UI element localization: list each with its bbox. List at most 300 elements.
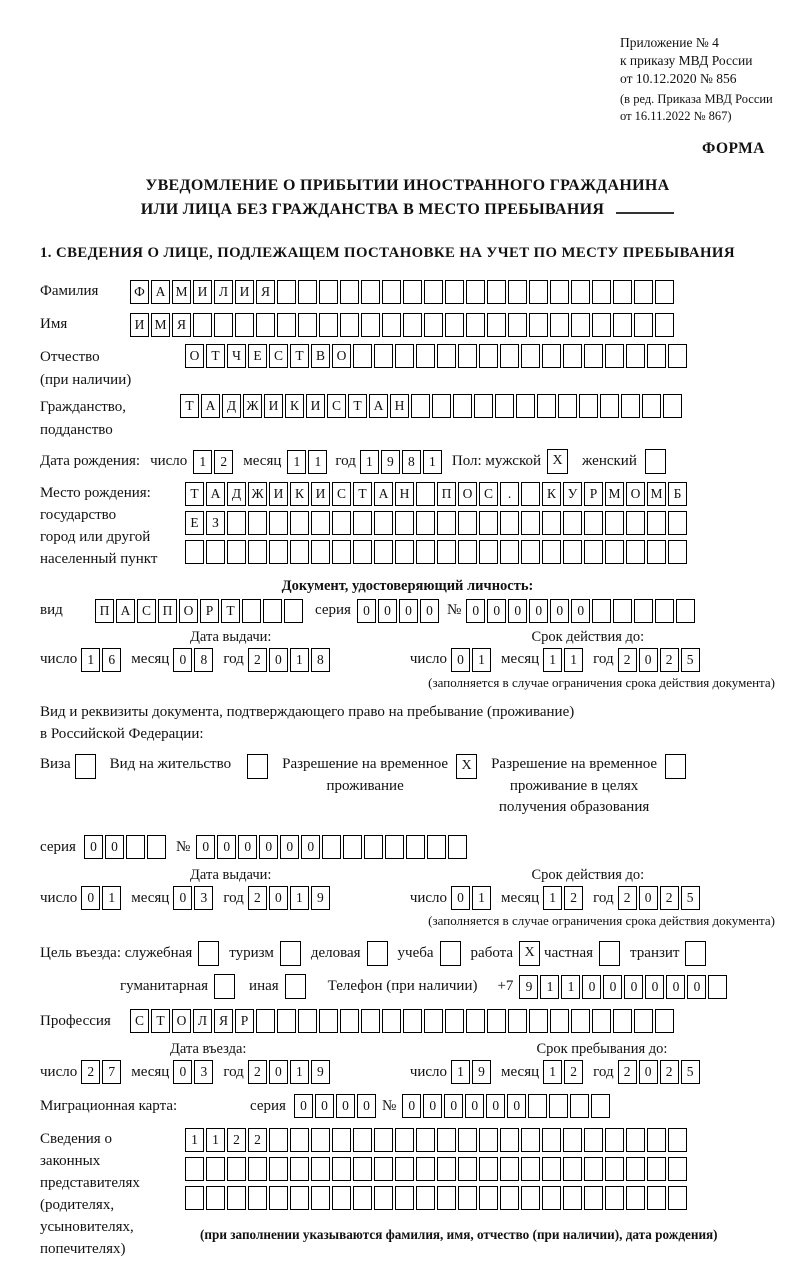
char-cell[interactable]: 5 — [681, 648, 700, 672]
char-cell[interactable] — [235, 313, 254, 337]
char-cell[interactable] — [500, 344, 519, 368]
char-cell[interactable] — [550, 280, 569, 304]
char-cell[interactable] — [353, 540, 372, 564]
char-cell[interactable] — [126, 835, 145, 859]
char-cell[interactable] — [516, 394, 535, 418]
char-cell[interactable]: 1 — [472, 648, 491, 672]
char-cell[interactable]: И — [306, 394, 325, 418]
char-cell[interactable]: 0 — [269, 648, 288, 672]
char-cell[interactable] — [634, 313, 653, 337]
char-cell[interactable]: 0 — [196, 835, 215, 859]
char-cell[interactable]: 0 — [399, 599, 418, 623]
purpose-tourism-checkbox[interactable] — [280, 941, 301, 966]
char-cell[interactable] — [487, 280, 506, 304]
char-cell[interactable] — [364, 835, 383, 859]
char-cell[interactable]: 0 — [639, 1060, 658, 1084]
char-cell[interactable] — [558, 394, 577, 418]
char-cell[interactable] — [353, 344, 372, 368]
char-cell[interactable] — [605, 1186, 624, 1210]
char-cell[interactable] — [374, 344, 393, 368]
char-cell[interactable]: Ч — [227, 344, 246, 368]
char-cell[interactable] — [263, 599, 282, 623]
char-cell[interactable]: У — [563, 482, 582, 506]
char-cell[interactable] — [584, 511, 603, 535]
char-cell[interactable] — [269, 1128, 288, 1152]
char-cell[interactable] — [403, 1009, 422, 1033]
char-cell[interactable] — [529, 313, 548, 337]
char-cell[interactable] — [592, 280, 611, 304]
char-cell[interactable]: 0 — [105, 835, 124, 859]
char-cell[interactable]: М — [172, 280, 191, 304]
purpose-private-checkbox[interactable] — [599, 941, 620, 966]
char-cell[interactable]: Р — [235, 1009, 254, 1033]
char-cell[interactable] — [537, 394, 556, 418]
char-cell[interactable]: Т — [206, 344, 225, 368]
char-cell[interactable]: 2 — [248, 1060, 267, 1084]
char-cell[interactable] — [584, 1157, 603, 1181]
char-cell[interactable]: 2 — [660, 1060, 679, 1084]
char-cell[interactable] — [613, 313, 632, 337]
char-cell[interactable] — [655, 1009, 674, 1033]
char-cell[interactable]: 9 — [381, 450, 400, 474]
char-cell[interactable]: 2 — [660, 648, 679, 672]
char-cell[interactable]: 1 — [540, 975, 559, 999]
char-cell[interactable]: 1 — [290, 1060, 309, 1084]
char-cell[interactable]: П — [158, 599, 177, 623]
char-cell[interactable]: 2 — [214, 450, 233, 474]
char-cell[interactable] — [591, 1094, 610, 1118]
char-cell[interactable] — [613, 599, 632, 623]
sex-male-checkbox[interactable]: X — [547, 449, 568, 474]
char-cell[interactable] — [626, 511, 645, 535]
char-cell[interactable] — [605, 540, 624, 564]
char-cell[interactable]: 1 — [543, 886, 562, 910]
char-cell[interactable]: С — [332, 482, 351, 506]
char-cell[interactable]: 0 — [280, 835, 299, 859]
char-cell[interactable] — [563, 511, 582, 535]
char-cell[interactable] — [424, 1009, 443, 1033]
char-cell[interactable] — [479, 540, 498, 564]
char-cell[interactable] — [528, 1094, 547, 1118]
char-cell[interactable] — [185, 1186, 204, 1210]
char-cell[interactable] — [479, 344, 498, 368]
char-cell[interactable]: Т — [353, 482, 372, 506]
char-cell[interactable] — [395, 540, 414, 564]
char-cell[interactable] — [361, 280, 380, 304]
char-cell[interactable]: К — [285, 394, 304, 418]
char-cell[interactable] — [424, 280, 443, 304]
char-cell[interactable] — [458, 1128, 477, 1152]
char-cell[interactable] — [549, 1094, 568, 1118]
char-cell[interactable]: Д — [222, 394, 241, 418]
char-cell[interactable] — [427, 835, 446, 859]
char-cell[interactable] — [437, 344, 456, 368]
char-cell[interactable]: 0 — [508, 599, 527, 623]
char-cell[interactable]: 1 — [564, 648, 583, 672]
char-cell[interactable] — [647, 1128, 666, 1152]
char-cell[interactable]: Т — [348, 394, 367, 418]
char-cell[interactable] — [361, 313, 380, 337]
purpose-study-checkbox[interactable] — [440, 941, 461, 966]
char-cell[interactable] — [584, 1128, 603, 1152]
char-cell[interactable] — [403, 280, 422, 304]
char-cell[interactable]: 9 — [311, 886, 330, 910]
char-cell[interactable] — [508, 1009, 527, 1033]
char-cell[interactable]: 2 — [660, 886, 679, 910]
char-cell[interactable] — [206, 540, 225, 564]
char-cell[interactable]: 0 — [173, 648, 192, 672]
char-cell[interactable]: 0 — [639, 648, 658, 672]
char-cell[interactable] — [542, 1157, 561, 1181]
char-cell[interactable] — [521, 1157, 540, 1181]
char-cell[interactable] — [311, 1157, 330, 1181]
char-cell[interactable]: Я — [214, 1009, 233, 1033]
char-cell[interactable] — [395, 1128, 414, 1152]
char-cell[interactable]: 8 — [194, 648, 213, 672]
char-cell[interactable] — [227, 1157, 246, 1181]
char-cell[interactable]: 0 — [402, 1094, 421, 1118]
char-cell[interactable] — [395, 1157, 414, 1181]
char-cell[interactable] — [542, 511, 561, 535]
char-cell[interactable] — [416, 344, 435, 368]
char-cell[interactable]: М — [647, 482, 666, 506]
char-cell[interactable] — [395, 511, 414, 535]
char-cell[interactable]: О — [626, 482, 645, 506]
char-cell[interactable] — [382, 280, 401, 304]
char-cell[interactable]: 9 — [519, 975, 538, 999]
char-cell[interactable] — [227, 1186, 246, 1210]
char-cell[interactable]: 1 — [290, 886, 309, 910]
purpose-humanitarian-checkbox[interactable] — [214, 974, 235, 999]
char-cell[interactable] — [584, 344, 603, 368]
char-cell[interactable] — [332, 1186, 351, 1210]
char-cell[interactable] — [458, 540, 477, 564]
char-cell[interactable]: Н — [395, 482, 414, 506]
char-cell[interactable] — [416, 1157, 435, 1181]
char-cell[interactable] — [374, 1186, 393, 1210]
char-cell[interactable] — [479, 1128, 498, 1152]
char-cell[interactable]: А — [206, 482, 225, 506]
char-cell[interactable]: 5 — [681, 1060, 700, 1084]
char-cell[interactable] — [592, 1009, 611, 1033]
char-cell[interactable]: Д — [227, 482, 246, 506]
char-cell[interactable]: 1 — [472, 886, 491, 910]
temp-residence-edu-checkbox[interactable] — [665, 754, 686, 779]
char-cell[interactable] — [290, 1157, 309, 1181]
char-cell[interactable] — [248, 511, 267, 535]
char-cell[interactable] — [416, 482, 435, 506]
char-cell[interactable]: С — [137, 599, 156, 623]
char-cell[interactable]: 5 — [681, 886, 700, 910]
char-cell[interactable] — [563, 1157, 582, 1181]
char-cell[interactable] — [343, 835, 362, 859]
char-cell[interactable]: П — [95, 599, 114, 623]
char-cell[interactable] — [647, 540, 666, 564]
char-cell[interactable] — [508, 280, 527, 304]
char-cell[interactable]: 0 — [269, 886, 288, 910]
char-cell[interactable] — [495, 394, 514, 418]
char-cell[interactable] — [521, 344, 540, 368]
char-cell[interactable] — [458, 1157, 477, 1181]
char-cell[interactable]: 0 — [639, 886, 658, 910]
char-cell[interactable]: 0 — [84, 835, 103, 859]
char-cell[interactable]: 0 — [315, 1094, 334, 1118]
char-cell[interactable]: Е — [185, 511, 204, 535]
char-cell[interactable]: 3 — [194, 1060, 213, 1084]
char-cell[interactable] — [605, 511, 624, 535]
char-cell[interactable] — [437, 540, 456, 564]
char-cell[interactable] — [284, 599, 303, 623]
char-cell[interactable]: 0 — [217, 835, 236, 859]
char-cell[interactable]: 0 — [259, 835, 278, 859]
char-cell[interactable] — [647, 344, 666, 368]
char-cell[interactable] — [647, 1186, 666, 1210]
char-cell[interactable]: 1 — [451, 1060, 470, 1084]
char-cell[interactable] — [332, 540, 351, 564]
char-cell[interactable]: 1 — [185, 1128, 204, 1152]
char-cell[interactable]: 8 — [311, 648, 330, 672]
char-cell[interactable]: 1 — [423, 450, 442, 474]
char-cell[interactable] — [248, 540, 267, 564]
char-cell[interactable] — [466, 280, 485, 304]
char-cell[interactable] — [668, 344, 687, 368]
char-cell[interactable]: О — [172, 1009, 191, 1033]
char-cell[interactable] — [353, 1157, 372, 1181]
char-cell[interactable] — [500, 1157, 519, 1181]
char-cell[interactable]: 0 — [529, 599, 548, 623]
char-cell[interactable]: 2 — [81, 1060, 100, 1084]
char-cell[interactable] — [269, 1186, 288, 1210]
char-cell[interactable]: 6 — [102, 648, 121, 672]
char-cell[interactable] — [542, 344, 561, 368]
char-cell[interactable] — [563, 540, 582, 564]
char-cell[interactable]: 0 — [238, 835, 257, 859]
char-cell[interactable] — [395, 1186, 414, 1210]
char-cell[interactable] — [437, 511, 456, 535]
char-cell[interactable] — [248, 1186, 267, 1210]
char-cell[interactable]: Т — [290, 344, 309, 368]
char-cell[interactable]: Р — [584, 482, 603, 506]
char-cell[interactable] — [487, 1009, 506, 1033]
char-cell[interactable] — [403, 313, 422, 337]
char-cell[interactable] — [382, 1009, 401, 1033]
char-cell[interactable]: Р — [200, 599, 219, 623]
char-cell[interactable]: 2 — [248, 886, 267, 910]
char-cell[interactable]: 1 — [290, 648, 309, 672]
char-cell[interactable] — [256, 313, 275, 337]
char-cell[interactable] — [332, 511, 351, 535]
char-cell[interactable] — [529, 280, 548, 304]
char-cell[interactable] — [311, 1128, 330, 1152]
char-cell[interactable]: 0 — [603, 975, 622, 999]
char-cell[interactable] — [322, 835, 341, 859]
char-cell[interactable] — [319, 313, 338, 337]
char-cell[interactable]: 0 — [420, 599, 439, 623]
char-cell[interactable] — [424, 313, 443, 337]
char-cell[interactable]: И — [269, 482, 288, 506]
char-cell[interactable] — [269, 1157, 288, 1181]
char-cell[interactable]: 0 — [444, 1094, 463, 1118]
char-cell[interactable] — [277, 313, 296, 337]
char-cell[interactable]: 2 — [564, 886, 583, 910]
sex-female-checkbox[interactable] — [645, 449, 666, 474]
char-cell[interactable]: 0 — [173, 1060, 192, 1084]
char-cell[interactable] — [416, 1186, 435, 1210]
char-cell[interactable]: К — [290, 482, 309, 506]
char-cell[interactable] — [563, 344, 582, 368]
char-cell[interactable] — [193, 313, 212, 337]
char-cell[interactable]: 0 — [624, 975, 643, 999]
char-cell[interactable]: 2 — [248, 648, 267, 672]
char-cell[interactable] — [411, 394, 430, 418]
char-cell[interactable]: Б — [668, 482, 687, 506]
char-cell[interactable]: . — [500, 482, 519, 506]
char-cell[interactable] — [474, 394, 493, 418]
char-cell[interactable]: 9 — [472, 1060, 491, 1084]
char-cell[interactable] — [340, 313, 359, 337]
char-cell[interactable]: 1 — [193, 450, 212, 474]
char-cell[interactable] — [290, 1128, 309, 1152]
char-cell[interactable]: 0 — [666, 975, 685, 999]
char-cell[interactable] — [147, 835, 166, 859]
char-cell[interactable] — [290, 1186, 309, 1210]
char-cell[interactable]: 0 — [486, 1094, 505, 1118]
char-cell[interactable]: Я — [256, 280, 275, 304]
purpose-work-checkbox[interactable]: X — [519, 941, 540, 966]
char-cell[interactable] — [458, 344, 477, 368]
char-cell[interactable]: И — [264, 394, 283, 418]
char-cell[interactable] — [508, 313, 527, 337]
char-cell[interactable] — [437, 1157, 456, 1181]
char-cell[interactable]: 0 — [582, 975, 601, 999]
char-cell[interactable] — [466, 313, 485, 337]
char-cell[interactable]: 0 — [423, 1094, 442, 1118]
char-cell[interactable] — [416, 511, 435, 535]
char-cell[interactable] — [550, 1009, 569, 1033]
residence-permit-checkbox[interactable] — [247, 754, 268, 779]
char-cell[interactable] — [500, 540, 519, 564]
char-cell[interactable] — [621, 394, 640, 418]
char-cell[interactable]: 0 — [294, 1094, 313, 1118]
char-cell[interactable] — [311, 511, 330, 535]
char-cell[interactable]: 1 — [360, 450, 379, 474]
char-cell[interactable] — [521, 1128, 540, 1152]
char-cell[interactable]: О — [179, 599, 198, 623]
char-cell[interactable]: П — [437, 482, 456, 506]
char-cell[interactable]: 0 — [357, 1094, 376, 1118]
char-cell[interactable] — [437, 1128, 456, 1152]
char-cell[interactable] — [626, 540, 645, 564]
char-cell[interactable] — [416, 540, 435, 564]
char-cell[interactable] — [298, 1009, 317, 1033]
char-cell[interactable] — [592, 599, 611, 623]
char-cell[interactable] — [382, 313, 401, 337]
char-cell[interactable] — [311, 540, 330, 564]
char-cell[interactable]: А — [369, 394, 388, 418]
char-cell[interactable] — [206, 1186, 225, 1210]
char-cell[interactable] — [647, 1157, 666, 1181]
char-cell[interactable]: 3 — [194, 886, 213, 910]
char-cell[interactable]: В — [311, 344, 330, 368]
char-cell[interactable]: С — [327, 394, 346, 418]
char-cell[interactable] — [432, 394, 451, 418]
char-cell[interactable]: С — [269, 344, 288, 368]
char-cell[interactable] — [458, 511, 477, 535]
char-cell[interactable]: Л — [214, 280, 233, 304]
char-cell[interactable] — [206, 1157, 225, 1181]
char-cell[interactable]: Ж — [243, 394, 262, 418]
char-cell[interactable]: 0 — [550, 599, 569, 623]
char-cell[interactable] — [374, 1128, 393, 1152]
char-cell[interactable] — [642, 394, 661, 418]
char-cell[interactable]: Ф — [130, 280, 149, 304]
char-cell[interactable]: 2 — [248, 1128, 267, 1152]
char-cell[interactable]: Е — [248, 344, 267, 368]
purpose-other-checkbox[interactable] — [285, 974, 306, 999]
char-cell[interactable] — [570, 1094, 589, 1118]
char-cell[interactable]: Т — [151, 1009, 170, 1033]
char-cell[interactable]: Т — [180, 394, 199, 418]
char-cell[interactable]: А — [116, 599, 135, 623]
char-cell[interactable]: О — [185, 344, 204, 368]
char-cell[interactable] — [479, 511, 498, 535]
char-cell[interactable] — [626, 1157, 645, 1181]
char-cell[interactable] — [227, 511, 246, 535]
char-cell[interactable] — [290, 540, 309, 564]
char-cell[interactable]: 2 — [618, 886, 637, 910]
char-cell[interactable] — [353, 1128, 372, 1152]
char-cell[interactable]: 0 — [357, 599, 376, 623]
char-cell[interactable]: И — [235, 280, 254, 304]
char-cell[interactable] — [626, 1128, 645, 1152]
char-cell[interactable]: О — [458, 482, 477, 506]
char-cell[interactable] — [668, 1157, 687, 1181]
char-cell[interactable] — [542, 1128, 561, 1152]
char-cell[interactable] — [466, 1009, 485, 1033]
char-cell[interactable] — [277, 1009, 296, 1033]
char-cell[interactable] — [655, 599, 674, 623]
char-cell[interactable]: 1 — [561, 975, 580, 999]
char-cell[interactable] — [626, 344, 645, 368]
char-cell[interactable] — [340, 280, 359, 304]
char-cell[interactable] — [487, 313, 506, 337]
char-cell[interactable] — [571, 1009, 590, 1033]
char-cell[interactable]: С — [479, 482, 498, 506]
char-cell[interactable]: З — [206, 511, 225, 535]
char-cell[interactable] — [332, 1128, 351, 1152]
char-cell[interactable] — [563, 1128, 582, 1152]
char-cell[interactable]: И — [193, 280, 212, 304]
char-cell[interactable]: 9 — [311, 1060, 330, 1084]
purpose-business-checkbox[interactable] — [367, 941, 388, 966]
char-cell[interactable] — [453, 394, 472, 418]
char-cell[interactable] — [668, 1128, 687, 1152]
char-cell[interactable] — [676, 599, 695, 623]
char-cell[interactable] — [634, 1009, 653, 1033]
char-cell[interactable] — [542, 540, 561, 564]
char-cell[interactable]: 2 — [564, 1060, 583, 1084]
char-cell[interactable] — [521, 540, 540, 564]
char-cell[interactable]: 0 — [687, 975, 706, 999]
char-cell[interactable] — [605, 1128, 624, 1152]
char-cell[interactable] — [353, 1186, 372, 1210]
char-cell[interactable] — [500, 1128, 519, 1152]
char-cell[interactable] — [185, 1157, 204, 1181]
char-cell[interactable] — [361, 1009, 380, 1033]
char-cell[interactable]: О — [332, 344, 351, 368]
char-cell[interactable]: А — [374, 482, 393, 506]
char-cell[interactable] — [340, 1009, 359, 1033]
